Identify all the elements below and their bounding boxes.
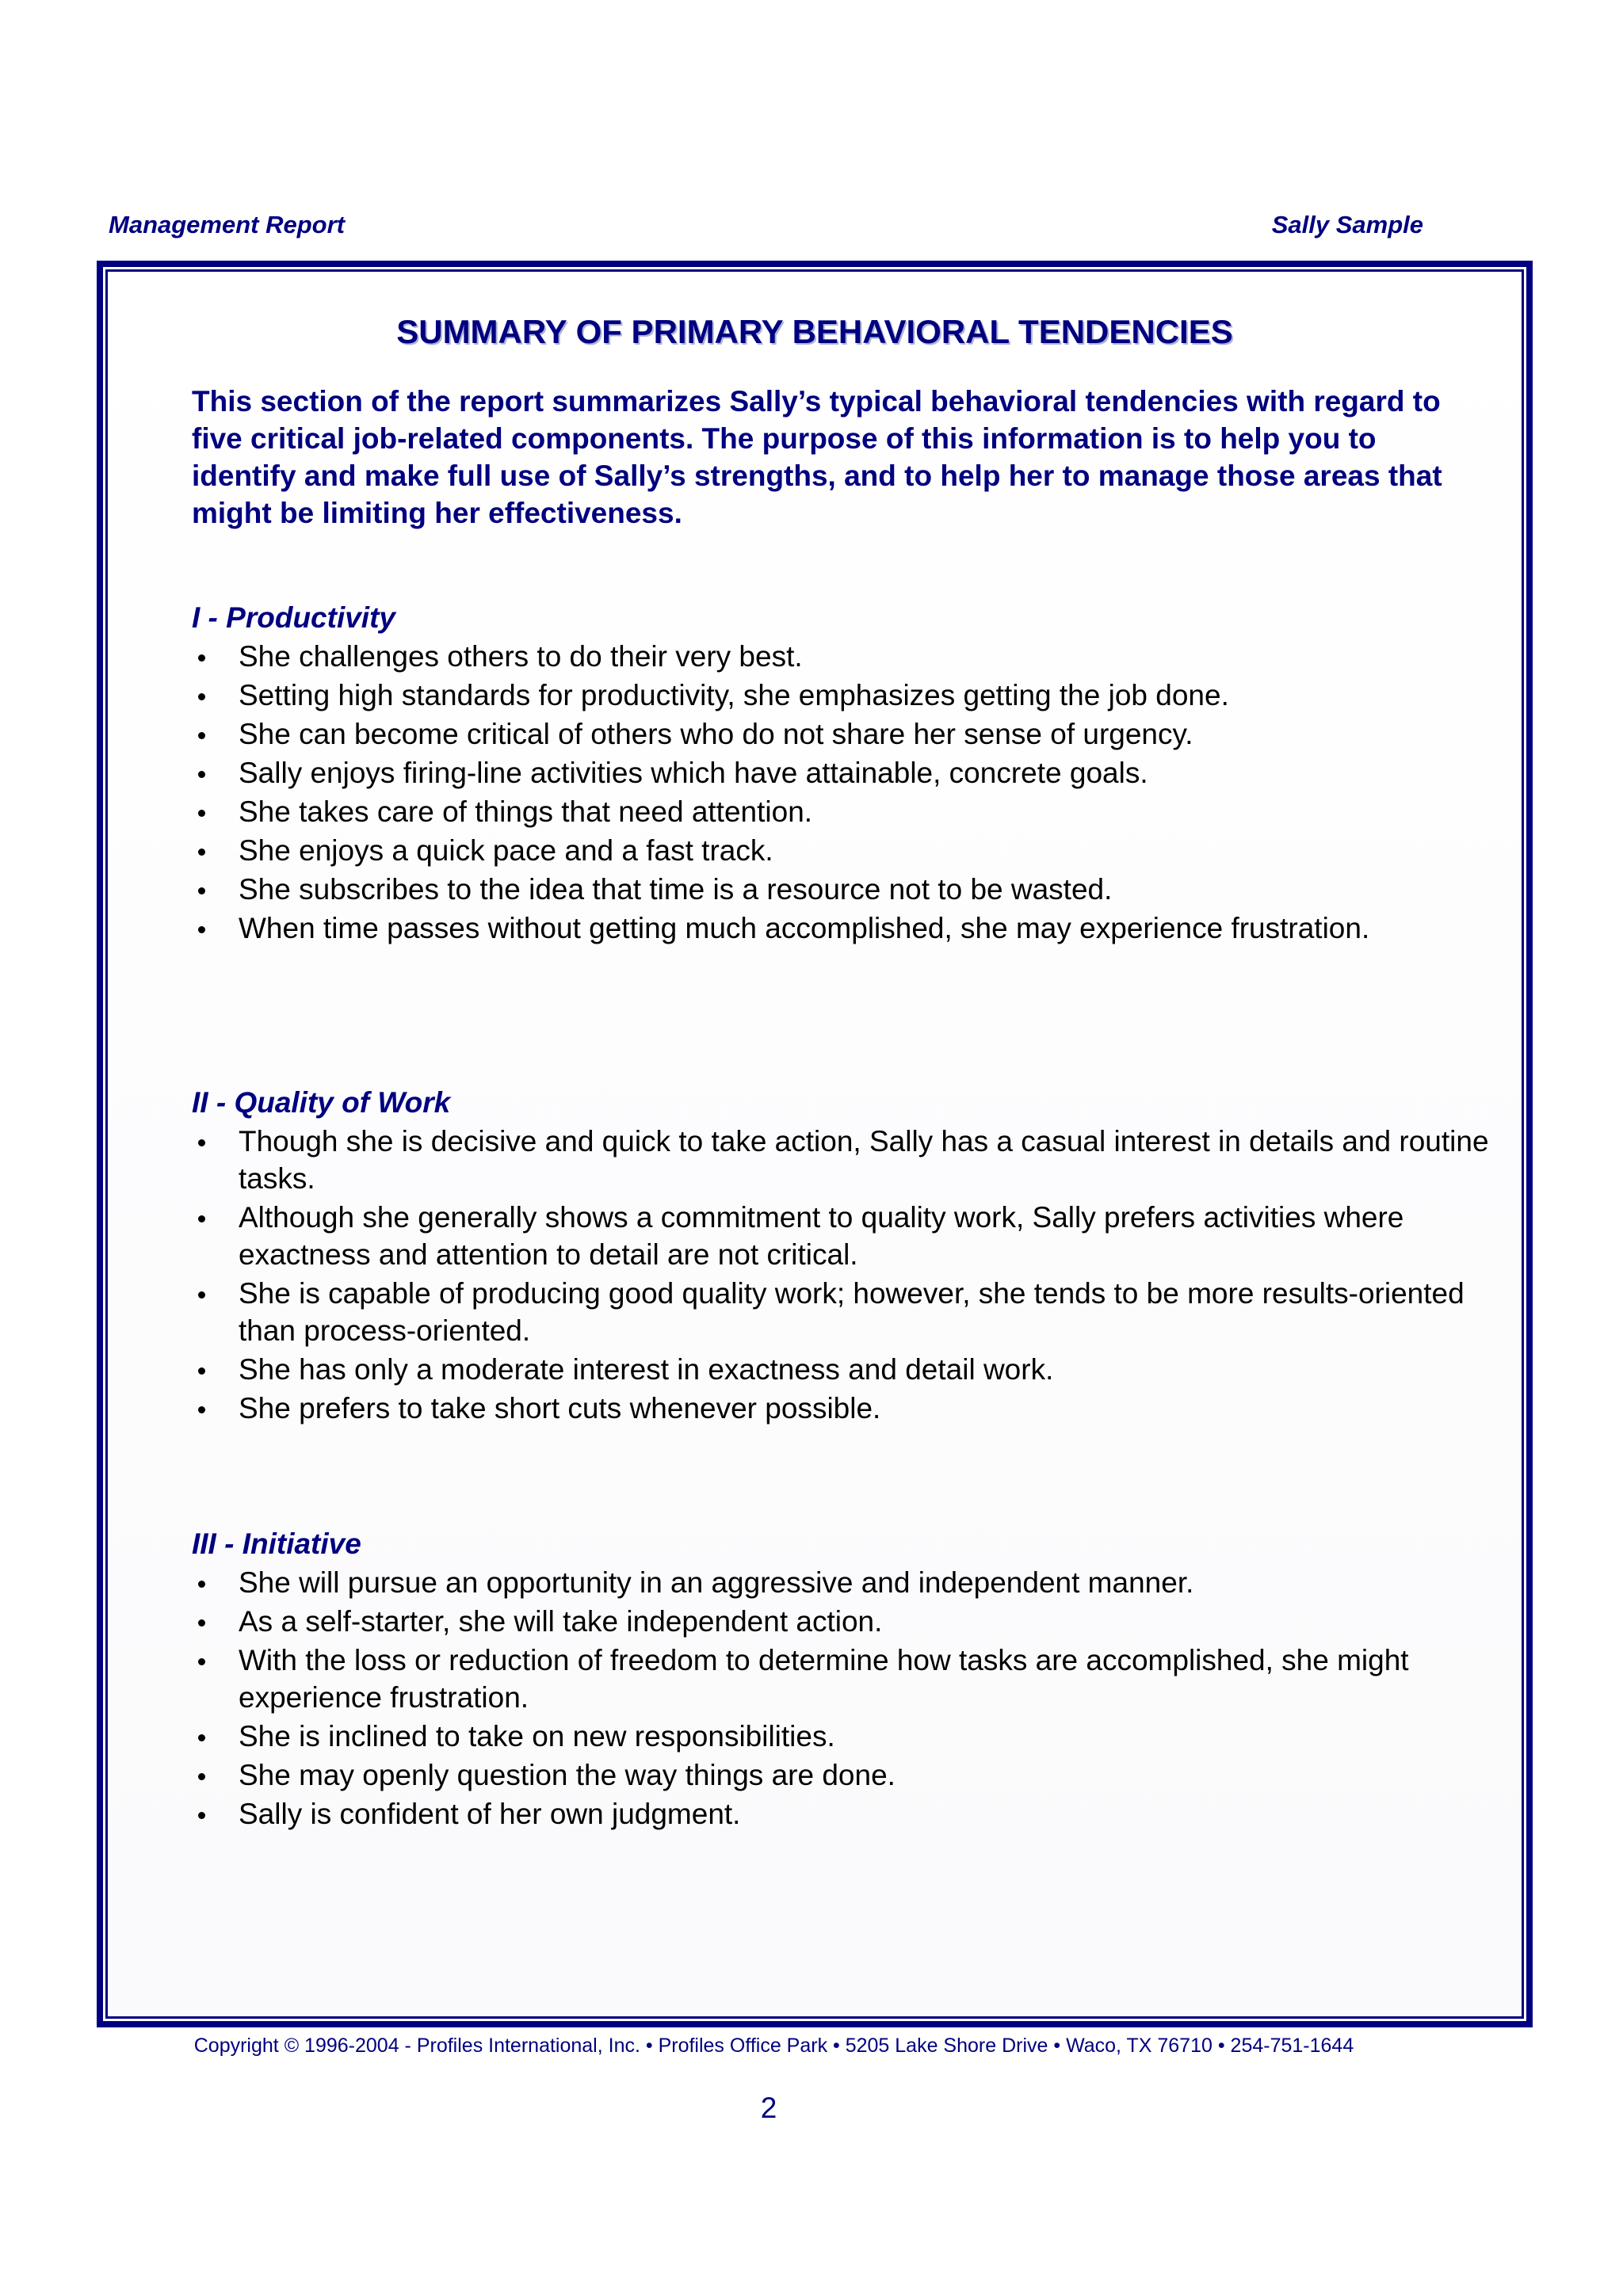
bullet-list — [192, 1123, 1491, 1427]
list-item: She challenges others to do their very best. — [192, 638, 1491, 675]
list-item: With the loss or reduction of freedom to determine how tasks are accomplished, she might experience frustration. — [192, 1642, 1491, 1716]
section-productivity — [192, 598, 1491, 948]
list-item: Though she is decisive and quick to take action, Sally has a casual interest in details and routine tasks. — [192, 1123, 1491, 1197]
page-title: SUMMARY OF PRIMARY BEHAVIORAL TENDENCIES — [396, 313, 1233, 350]
subject-name-header: Sally Sample — [1271, 211, 1423, 238]
list-item: She is capable of producing good quality work; however, she tends to be more results-oriented than process-oriented. — [192, 1275, 1491, 1349]
content-frame-inner — [105, 269, 1524, 2019]
list-item: She has only a moderate interest in exactness and detail work. — [192, 1351, 1491, 1388]
list-item: Although she generally shows a commitment to quality work, Sally prefers activities where exactness and attention to detail are not critical. — [192, 1199, 1491, 1273]
list-item: She enjoys a quick pace and a fast track. — [192, 832, 1491, 869]
bullet-list — [192, 638, 1491, 947]
list-item: As a self-starter, she will take independent action. — [192, 1603, 1491, 1640]
list-item: She subscribes to the idea that time is a resource not to be wasted. — [192, 871, 1491, 908]
section-quality-of-work — [192, 1083, 1491, 1428]
content-frame — [97, 261, 1533, 2027]
copyright-footer: Copyright © 1996-2004 - Profiles International, Inc. • Profiles Office Park • 5205 Lake Shore Drive • Waco, TX 76710 • 254-751-1644 — [193, 2035, 1354, 2057]
list-item: When time passes without getting much accomplished, she may experience frustration. — [192, 910, 1491, 947]
section-title: III - Initiative — [192, 1527, 361, 1560]
list-item: Sally enjoys firing-line activities which have attainable, concrete goals. — [192, 754, 1491, 791]
section-title: II - Quality of Work — [192, 1086, 451, 1119]
list-item: She will pursue an opportunity in an aggressive and independent manner. — [192, 1564, 1491, 1601]
list-item: Setting high standards for productivity, she emphasizes getting the job done. — [192, 677, 1491, 714]
section-title: I - Productivity — [192, 601, 395, 634]
list-item: She takes care of things that need attention. — [192, 793, 1491, 830]
report-name-header: Management Report — [109, 211, 345, 238]
list-item: She is inclined to take on new responsibilities. — [192, 1718, 1491, 1755]
bullet-list — [192, 1564, 1491, 1833]
page-number: 2 — [760, 2092, 777, 2124]
list-item: She can become critical of others who do not share her sense of urgency. — [192, 715, 1491, 753]
list-item: Sally is confident of her own judgment. — [192, 1795, 1491, 1833]
list-item: She prefers to take short cuts whenever possible. — [192, 1390, 1491, 1427]
list-item: She may openly question the way things are done. — [192, 1756, 1491, 1794]
section-initiative — [192, 1524, 1491, 1834]
intro-paragraph: This section of the report summarizes Sally’s typical behavioral tendencies with regard to five critical job-related components. The purpose of this information is to help you to identify and make full use of Sally’s strengths, and to help her to manage those areas that might be limiting her effectiveness. — [192, 385, 1442, 529]
